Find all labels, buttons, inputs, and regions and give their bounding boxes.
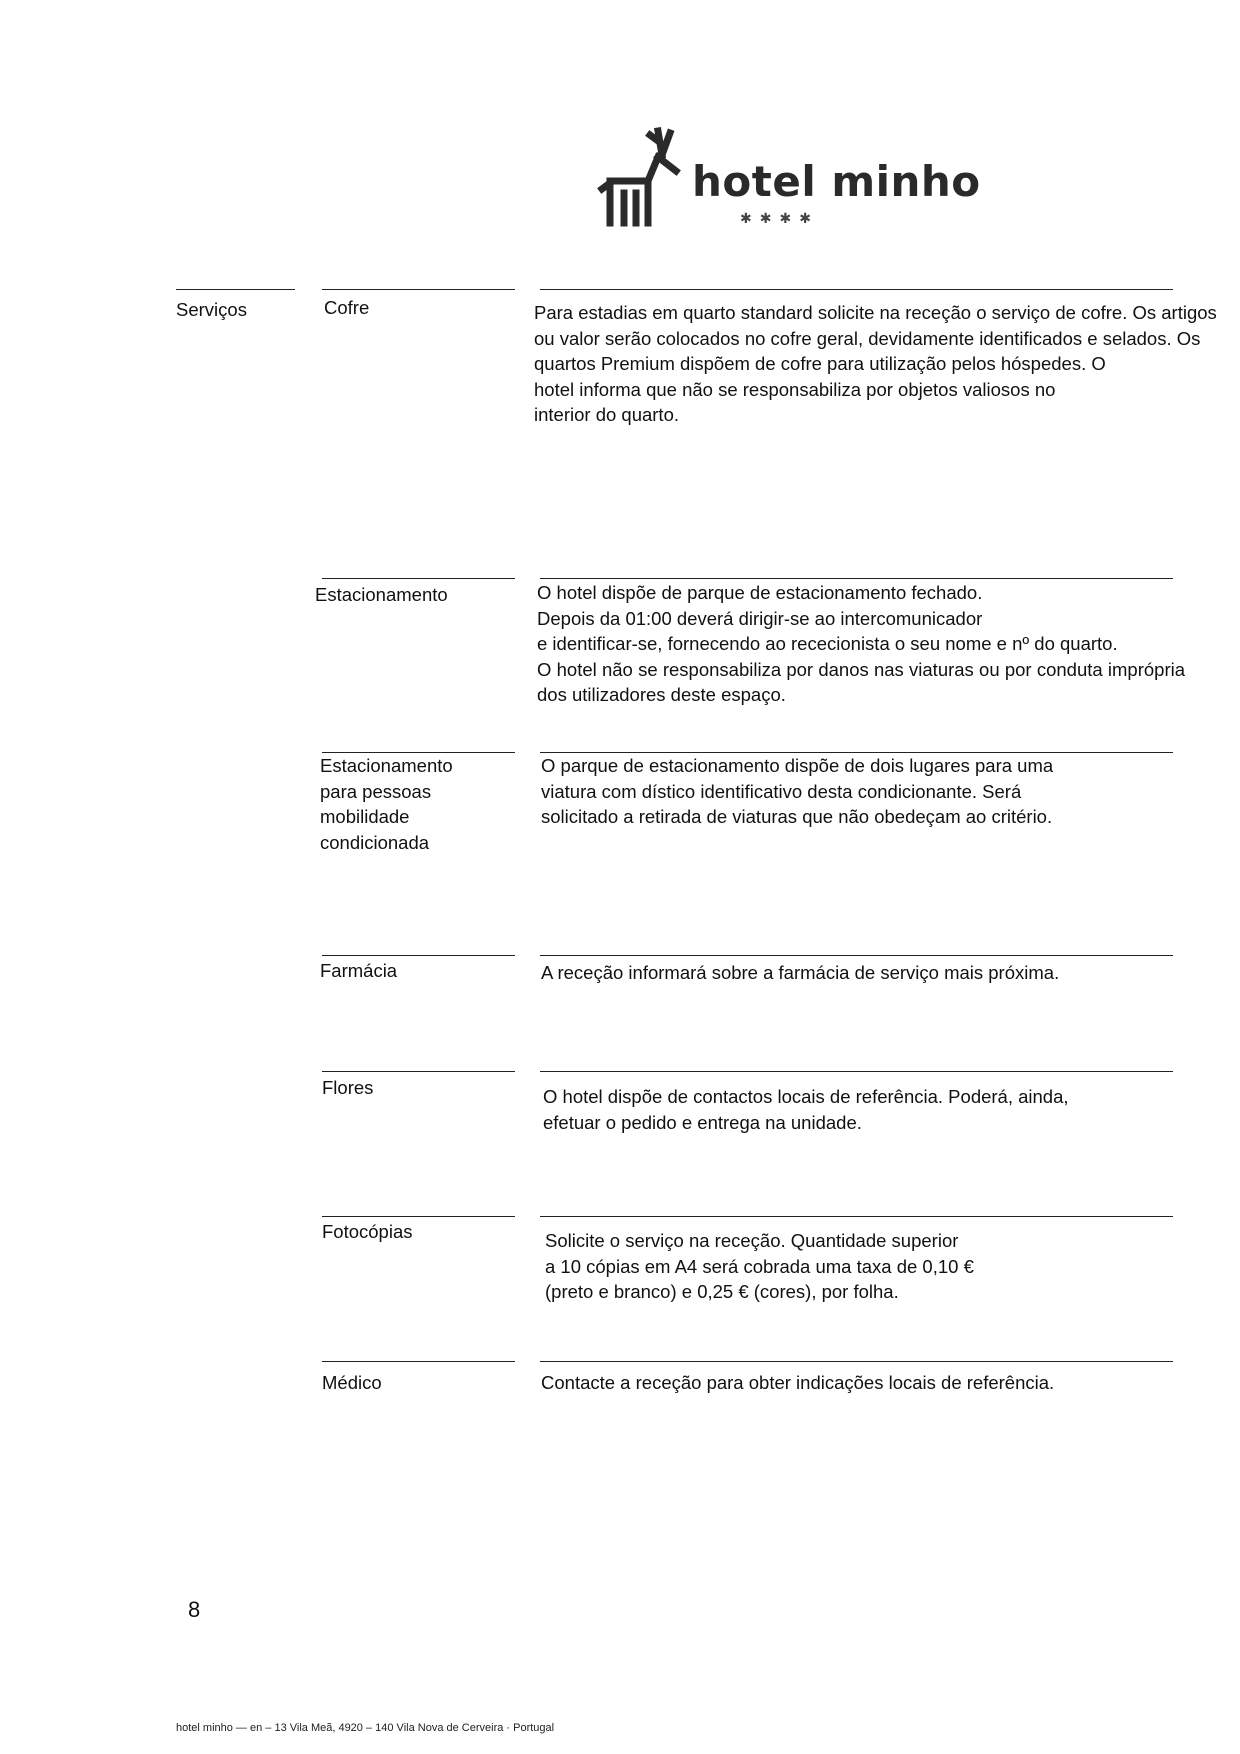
text-line: A receção informará sobre a farmácia de serviço mais próxima. bbox=[541, 962, 1060, 983]
text-line: Contacte a receção para obter indicações locais de referência. bbox=[541, 1372, 1055, 1393]
divider bbox=[540, 1071, 1173, 1072]
item-text-cofre bbox=[534, 300, 1217, 428]
divider bbox=[322, 578, 515, 579]
divider bbox=[322, 1071, 515, 1072]
item-label-mobilidade bbox=[320, 753, 453, 855]
text-line: O parque de estacionamento dispõe de dois lugares para uma bbox=[541, 755, 1054, 776]
divider bbox=[540, 1361, 1173, 1362]
text-line: Solicite o serviço na receção. Quantidade superior bbox=[545, 1230, 959, 1251]
text-line: hotel informa que não se responsabiliza por objetos valiosos no bbox=[534, 378, 1056, 400]
text-line: quartos Premium dispõem de cofre para utilização pelos hóspedes. O bbox=[534, 353, 1106, 374]
divider bbox=[540, 578, 1173, 579]
item-label-fotocopias: Fotocópias bbox=[322, 1221, 413, 1242]
item-label-flores: Flores bbox=[322, 1077, 374, 1098]
footer-address: hotel minho — en – 13 Vila Meã, 4920 – 140 Vila Nova de Cerveira · Portugal bbox=[176, 1722, 555, 1734]
divider bbox=[540, 955, 1173, 956]
divider bbox=[540, 289, 1173, 290]
item-text-fotocopias bbox=[545, 1228, 974, 1305]
text-line: ou valor serão colocados no cofre geral, devidamente identificados e selados. Os bbox=[534, 327, 1201, 349]
text-line: a 10 cópias em A4 será cobrada uma taxa de 0,10 € bbox=[545, 1255, 974, 1277]
section-label: Serviços bbox=[176, 299, 247, 320]
text-line: Para estadias em quarto standard solicite na receção o serviço de cofre. Os artigos bbox=[534, 302, 1217, 323]
label-line: para pessoas bbox=[320, 780, 432, 802]
text-line: (preto e branco) e 0,25 € (cores), por folha. bbox=[545, 1281, 899, 1302]
divider bbox=[322, 955, 515, 956]
item-text-flores bbox=[543, 1084, 1069, 1135]
text-line: interior do quarto. bbox=[534, 404, 680, 425]
page-number: 8 bbox=[188, 1597, 201, 1622]
divider bbox=[322, 1216, 515, 1217]
text-line: O hotel dispõe de contactos locais de referência. Poderá, ainda, bbox=[543, 1086, 1069, 1107]
text-line: viatura com dístico identificativo desta condicionante. Será bbox=[541, 780, 1022, 802]
text-line: e identificar-se, fornecendo ao rececionista o seu nome e nº do quarto. bbox=[537, 633, 1118, 654]
divider bbox=[322, 1361, 515, 1362]
item-label-estacionamento: Estacionamento bbox=[315, 584, 448, 605]
text-paragraph: O hotel não se responsabiliza por danos nas viaturas ou por conduta imprópria dos utilizadores deste espaço. bbox=[537, 658, 1185, 705]
item-text-estacionamento bbox=[537, 580, 1185, 708]
label-line: mobilidade bbox=[320, 806, 410, 827]
text-line: Depois da 01:00 deverá dirigir-se ao intercomunicador bbox=[537, 607, 983, 629]
item-label-farmacia: Farmácia bbox=[320, 960, 398, 981]
divider bbox=[322, 289, 515, 290]
item-label-cofre: Cofre bbox=[324, 297, 370, 318]
text-line: efetuar o pedido e entrega na unidade. bbox=[543, 1111, 862, 1133]
hotel-logo bbox=[596, 125, 981, 235]
item-text-mobilidade bbox=[541, 753, 1053, 830]
deer-icon bbox=[596, 125, 692, 230]
star-rating: ✱✱✱✱ bbox=[740, 211, 819, 227]
text-line: O hotel dispõe de parque de estacionamento fechado. bbox=[537, 582, 983, 603]
text-line: solicitado a retirada de viaturas que não obedeçam ao critério. bbox=[541, 806, 1053, 827]
item-text-farmacia bbox=[541, 960, 1059, 986]
label-line: condicionada bbox=[320, 831, 430, 853]
label-line: Estacionamento bbox=[320, 755, 453, 776]
brand-name: hotel minho bbox=[692, 157, 981, 206]
item-text-medico bbox=[541, 1370, 1054, 1396]
item-label-medico: Médico bbox=[322, 1372, 382, 1393]
divider bbox=[176, 289, 295, 290]
divider bbox=[540, 1216, 1173, 1217]
